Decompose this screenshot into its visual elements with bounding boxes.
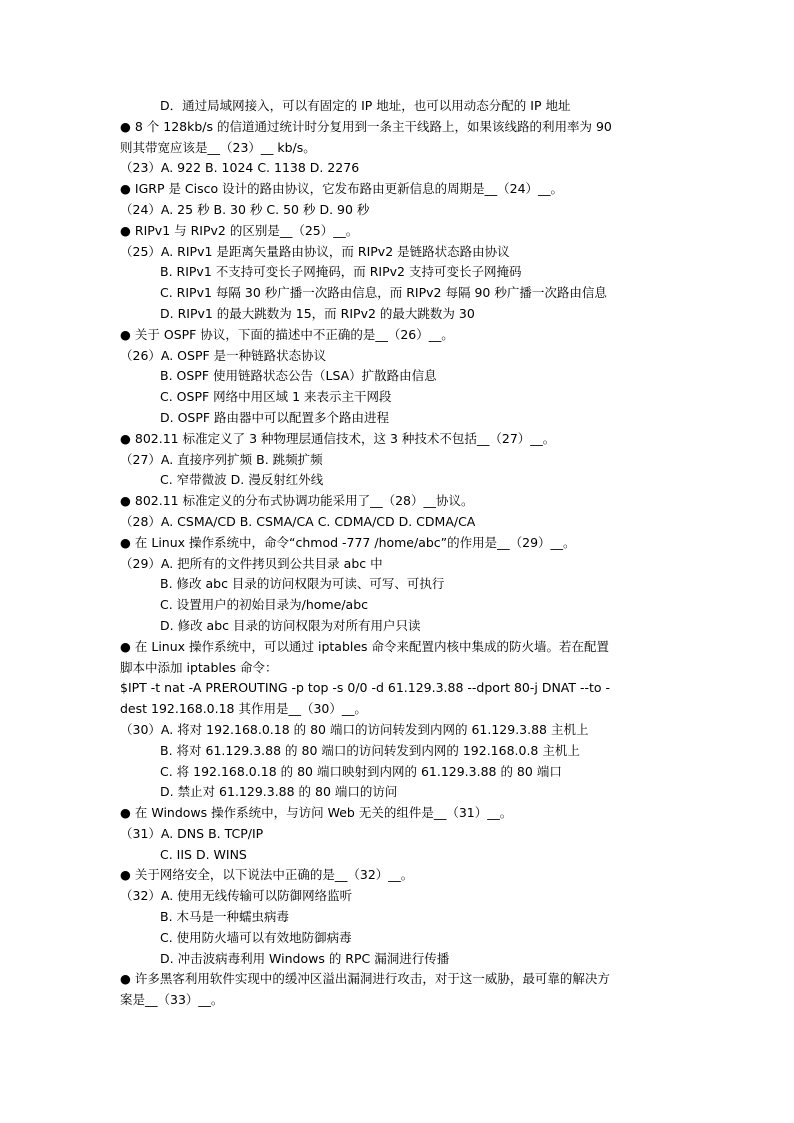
document-page (120, 96, 680, 1011)
text-line: ● 在 Windows 操作系统中，与访问 Web 无关的组件是__（31）__。 (120, 805, 513, 821)
text-line: ● 802.11 标准定义了 3 种物理层通信技术，这 3 种技术不包括__（27）__。 (120, 430, 556, 446)
text-line: （28）A. CSMA/CD B. CSMA/CA C. CDMA/CD D. CDMA/CA (120, 513, 476, 529)
text-line: C. 使用防火墙可以有效地防御病毒 (160, 929, 352, 945)
text-line: C. 将 192.168.0.18 的 80 端口映射到内网的 61.129.3.88 的 80 端口 (160, 763, 562, 779)
text-line: C. IIS D. WINS (160, 846, 247, 862)
text-line: D. 禁止对 61.129.3.88 的 80 端口的访问 (160, 784, 398, 800)
text-line: B. 将对 61.129.3.88 的 80 端口的访问转发到内网的 192.168.0.8 主机上 (160, 742, 580, 758)
text-line: ● 关于网络安全，以下说法中正确的是__（32）__。 (120, 867, 414, 883)
text-line: （32）A. 使用无线传输可以防御网络监听 (120, 888, 353, 904)
text-line: ● 关于 OSPF 协议，下面的描述中不正确的是__（26）__。 (120, 326, 454, 342)
text-line: （27）A. 直接序列扩频 B. 跳频扩频 (120, 451, 323, 467)
text-line: （31）A. DNS B. TCP/IP (120, 825, 264, 841)
text-line: ● 8 个 128kb/s 的信道通过统计时分复用到一条主干线路上，如果该线路的利用率为 90 (120, 118, 612, 134)
text-line: （25）A. RIPv1 是距离矢量路由协议，而 RIPv2 是链路状态路由协议 (120, 243, 510, 259)
text-line: 脚本中添加 iptables 命令： (120, 659, 278, 675)
text-line: B. RIPv1 不支持可变长子网掩码，而 RIPv2 支持可变长子网掩码 (160, 264, 522, 280)
text-line: C. 窄带微波 D. 漫反射红外线 (160, 472, 324, 488)
text-line: D．通过局域网接入，可以有固定的 IP 地址，也可以用动态分配的 IP 地址 (160, 98, 571, 113)
text-line: （30）A. 将对 192.168.0.18 的 80 端口的访问转发到内网的 61.129.3.88 主机上 (120, 721, 589, 737)
text-line: （23）A. 922 B. 1024 C. 1138 D. 2276 (120, 160, 360, 176)
text-line: ● 许多黑客利用软件实现中的缓冲区溢出漏洞进行攻击，对于这一威胁，最可靠的解决方 (120, 971, 610, 987)
text-line: （24）A. 25 秒 B. 30 秒 C. 50 秒 D. 90 秒 (120, 201, 370, 217)
text-line: ● 在 Linux 操作系统中，命令“chmod -777 /home/abc”的作用是__（29）__。 (120, 534, 576, 550)
text-line: 则其带宽应该是__（23）__ kb/s。 (120, 139, 316, 155)
text-line: B. 修改 abc 目录的访问权限为可读、可写、可执行 (160, 576, 445, 592)
text-line: ● 802.11 标准定义的分布式协调功能采用了__（28）__协议。 (120, 493, 474, 509)
text-line: ● IGRP 是 Cisco 设计的路由协议，它发布路由更新信息的周期是__（24）__。 (120, 181, 564, 197)
text-line: D. RIPv1 的最大跳数为 15，而 RIPv2 的最大跳数为 30 (160, 305, 475, 321)
text-line: dest 192.168.0.18 其作用是__（30）__。 (120, 701, 367, 717)
text-line: C. OSPF 网络中用区域 1 来表示主干网段 (160, 389, 392, 405)
text-line: B. 木马是一种蠕虫病毒 (160, 909, 290, 925)
text-line: （26）A. OSPF 是一种链路状态协议 (120, 347, 327, 363)
text-line: D. 冲击波病毒利用 Windows 的 RPC 漏洞进行传播 (160, 950, 450, 966)
text-line: （29）A. 把所有的文件拷贝到公共目录 abc 中 (120, 555, 383, 571)
text-line: C. 设置用户的初始目录为/home/abc (160, 597, 369, 613)
text-line: D. OSPF 路由器中可以配置多个路由进程 (160, 409, 390, 425)
text-line: 案是__（33）__。 (120, 992, 224, 1008)
text-line: B. OSPF 使用链路状态公告（LSA）扩散路由信息 (160, 368, 437, 384)
text-line: C. RIPv1 每隔 30 秒广播一次路由信息，而 RIPv2 每隔 90 秒广播一次路由信息 (160, 285, 607, 301)
text-line: ● 在 Linux 操作系统中，可以通过 iptables 命令来配置内核中集成的防火墙。若在配置 (120, 638, 610, 654)
text-line: D. 修改 abc 目录的访问权限为对所有用户只读 (160, 617, 421, 633)
text-line: ● RIPv1 与 RIPv2 的区别是__（25）__。 (120, 222, 359, 238)
text-line: $IPT -t nat -A PREROUTING -p top -s 0/0 -d 61.129.3.88 --dport 80-j DNAT --to - (120, 680, 611, 696)
